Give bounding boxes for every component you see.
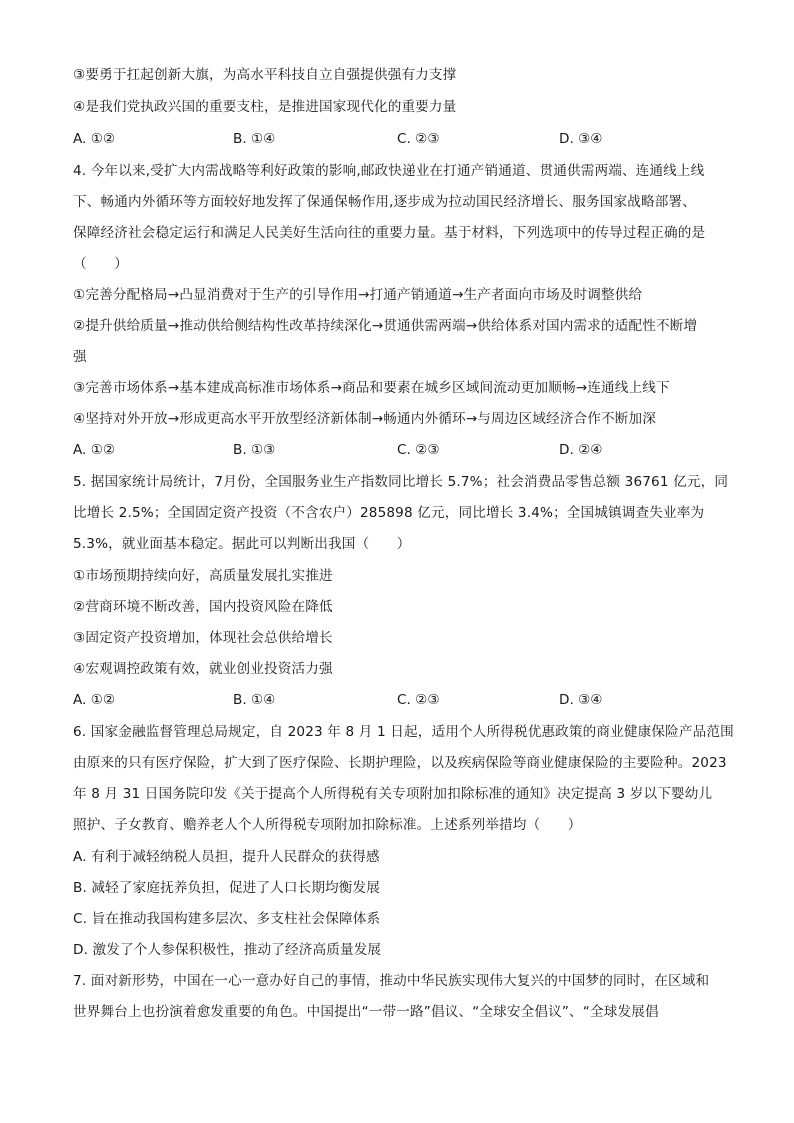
- q4-item-2-cont: 强: [73, 349, 87, 365]
- q6-choice-a[interactable]: A. 有利于减轻纳税人员担，提升人民群众的获得感: [73, 849, 380, 865]
- q6-choice-c[interactable]: C. 旨在推动我国构建多层次、多支柱社会保障体系: [73, 911, 381, 927]
- q3-option-d[interactable]: D. ③④: [559, 131, 603, 147]
- q3-option-c[interactable]: C. ②③: [397, 131, 440, 147]
- q5-item-4: ④宏观调控政策有效，就业创业投资活力强: [73, 661, 333, 677]
- q4-item-2: ②提升供给质量→推动供给侧结构性改革持续深化→贯通供需两端→供给体系对国内需求的适配性不断增: [73, 318, 698, 334]
- q3-item-3: ③要勇于扛起创新大旗，为高水平科技自立自强提供强有力支撑: [73, 67, 457, 83]
- q5-item-3: ③固定资产投资增加，体现社会总供给增长: [73, 630, 333, 646]
- q4-stem-line: 4. 今年以来,受扩大内需战略等利好政策的影响,邮政快递业在打通产销通道、贯通供需两端、连通线上线: [73, 163, 705, 179]
- q5-stem-line: 比增长 2.5%；全国固定资产投资（不含农户）285898 亿元，同比增长 3.4%；全国城镇调查失业率为: [73, 505, 705, 521]
- q3-options: [73, 130, 733, 148]
- q6-stem-line: 年 8 月 31 日国务院印发《关于提高个人所得税有关专项附加扣除标准的通知》决定提高 3 岁以下婴幼儿: [73, 786, 713, 802]
- q5-stem-line: 5. 据国家统计局统计，7月份，全国服务业生产指数同比增长 5.7%；社会消费品零售总额 36761 亿元，同: [73, 474, 729, 490]
- q5-item-2: ②营商环境不断改善，国内投资风险在降低: [73, 599, 333, 615]
- q4-stem-line: （ ）: [73, 256, 128, 272]
- q7-stem-line: 7. 面对新形势，中国在一心一意办好自己的事情，推动中华民族实现伟大复兴的中国梦的同时，在区域和: [73, 973, 710, 989]
- q5-options: [73, 691, 733, 709]
- q5-option-d[interactable]: D. ③④: [559, 692, 603, 708]
- q4-item-1: ①完善分配格局→凸显消费对于生产的引导作用→打通产销通道→生产者面向市场及时调整供给: [73, 287, 643, 303]
- q6-stem-line: 照护、子女教育、赡养老人个人所得税专项附加扣除标准。上述系列举措均（ ）: [73, 817, 582, 833]
- q3-option-a[interactable]: A. ①②: [73, 131, 116, 147]
- q5-stem-line: 5.3%，就业面基本稳定。据此可以判断出我国（ ）: [73, 536, 411, 552]
- q6-stem-line: 6. 国家金融监督管理总局规定，自 2023 年 8 月 1 日起，适用个人所得税优惠政策的商业健康保险产品范围: [73, 724, 734, 740]
- q5-option-a[interactable]: A. ①②: [73, 692, 116, 708]
- q4-stem-line: 下、畅通内外循环等方面较好地发挥了保通保畅作用,逐步成为拉动国民经济增长、服务国家战略部署、: [73, 194, 696, 210]
- q3-item-4: ④是我们党执政兴国的重要支柱，是推进国家现代化的重要力量: [73, 99, 457, 115]
- q4-option-a[interactable]: A. ①②: [73, 442, 116, 458]
- q6-stem-line: 由原来的只有医疗保险，扩大到了医疗保险、长期护理险，以及疾病保险等商业健康保险的主要险种。2023: [73, 755, 727, 771]
- q4-stem-line: 保障经济社会稳定运行和满足人民美好生活向往的重要力量。基于材料，下列选项中的传导过程正确的是: [73, 225, 706, 241]
- q6-choice-d[interactable]: D. 激发了个人参保积极性，推动了经济高质量发展: [73, 942, 382, 958]
- q4-item-4: ④坚持对外开放→形成更高水平开放型经济新体制→畅通内外循环→与周边区域经济合作不断加深: [73, 411, 656, 427]
- q5-option-b[interactable]: B. ①④: [233, 692, 276, 708]
- q5-item-1: ①市场预期持续向好，高质量发展扎实推进: [73, 568, 333, 584]
- q4-option-d[interactable]: D. ②④: [559, 442, 603, 458]
- q5-option-c[interactable]: C. ②③: [397, 692, 440, 708]
- q4-option-c[interactable]: C. ②③: [397, 442, 440, 458]
- q4-item-3: ③完善市场体系→基本建成高标准市场体系→商品和要素在城乡区域间流动更加顺畅→连通线上线下: [73, 380, 670, 396]
- q3-option-b[interactable]: B. ①④: [233, 131, 276, 147]
- q7-stem-line: 世界舞台上也扮演着愈发重要的角色。中国提出“一带一路”倡议、“全球安全倡议”、“全球发展倡: [73, 1004, 659, 1020]
- q4-option-b[interactable]: B. ①③: [233, 442, 276, 458]
- q4-options: [73, 441, 733, 459]
- q6-choice-b[interactable]: B. 减轻了家庭抚养负担，促进了人口长期均衡发展: [73, 880, 381, 896]
